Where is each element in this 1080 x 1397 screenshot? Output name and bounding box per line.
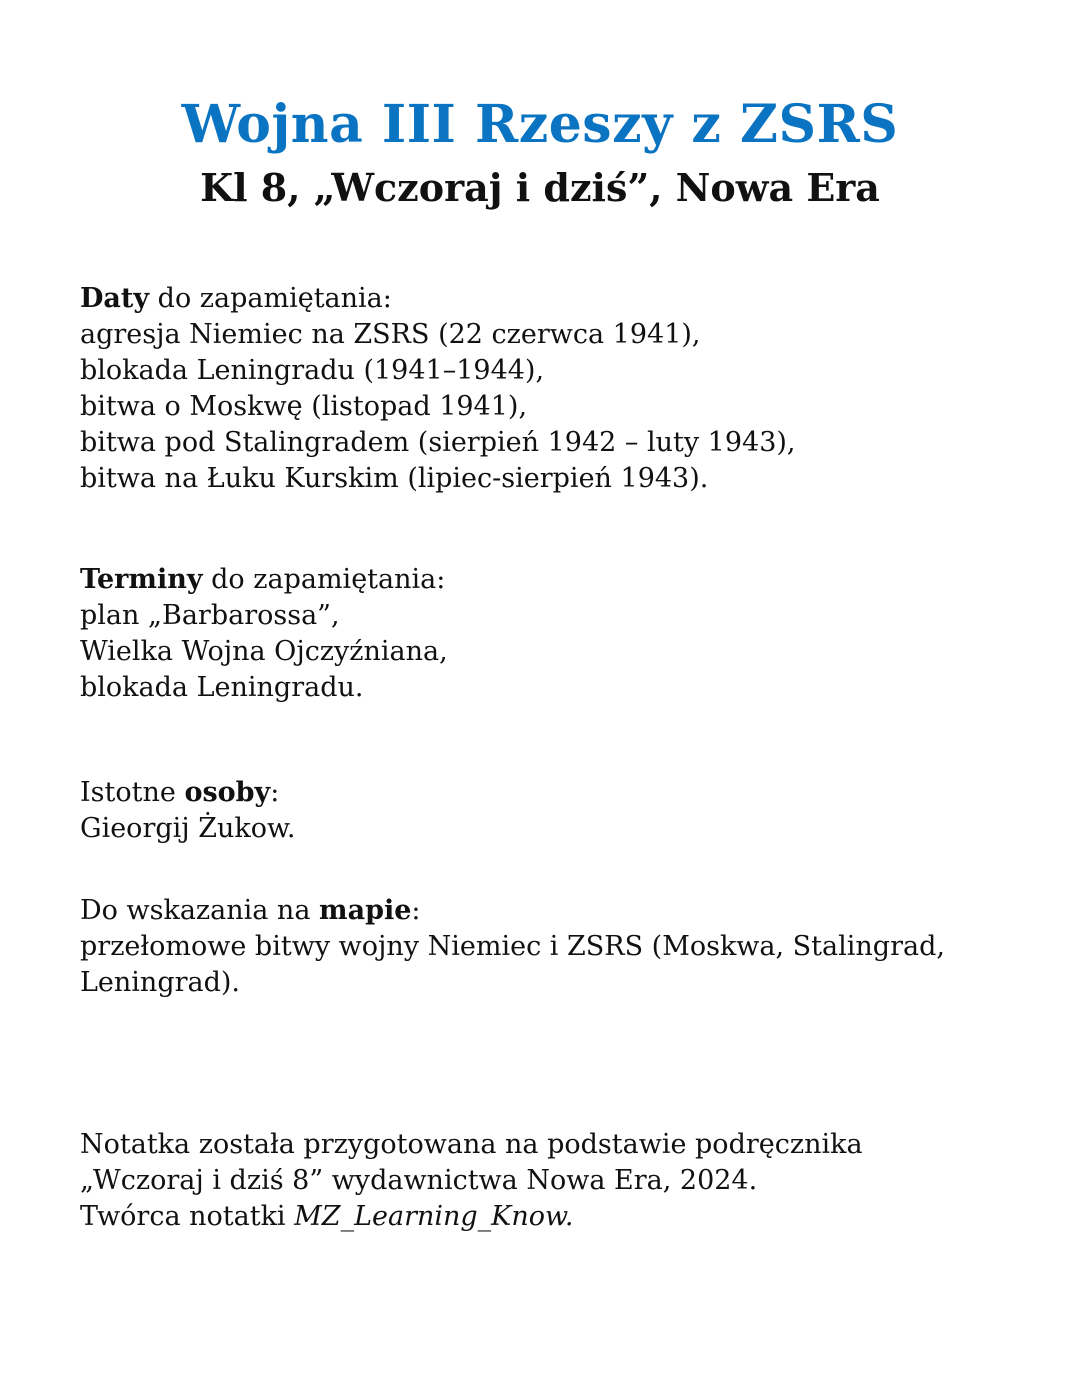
terms-heading-bold: Terminy (80, 564, 203, 595)
dates-heading-bold: Daty (80, 283, 150, 314)
people-heading-prefix: Istotne (80, 777, 185, 808)
date-item: blokada Leningradu (1941–1944), (80, 355, 545, 386)
people-heading (80, 775, 1020, 811)
terms-section (80, 562, 1020, 706)
terms-heading-rest: do zapamiętania: (202, 564, 446, 595)
date-item: bitwa o Moskwę (listopad 1941), (80, 391, 528, 422)
date-item: bitwa na Łuku Kurskim (lipiec-sierpień 1943). (80, 463, 709, 494)
footer-line-2: „Wczoraj i dziś 8” wydawnictwa Nowa Era, 2024. (80, 1165, 758, 1196)
dates-heading (80, 281, 1020, 317)
people-heading-suffix: : (270, 777, 280, 808)
map-section (80, 893, 1020, 1001)
map-text: przełomowe bitwy wojny Niemiec i ZSRS (Moskwa, Stalingrad, Leningrad). (80, 931, 945, 998)
footer-line-3 (80, 1199, 1020, 1235)
map-heading (80, 893, 1020, 929)
page-subtitle: Kl 8, „Wczoraj i dziś”, Nowa Era (200, 165, 880, 210)
footer-note (80, 1127, 1020, 1235)
footer-author-prefix: Twórca notatki (80, 1201, 295, 1232)
term-item: plan „Barbarossa”, (80, 600, 340, 631)
date-item: agresja Niemiec na ZSRS (22 czerwca 1941), (80, 319, 701, 350)
page-title: Wojna III Rzeszy z ZSRS (181, 94, 899, 155)
people-section (80, 775, 1020, 847)
footer-line-1: Notatka została przygotowana na podstawie podręcznika (80, 1129, 863, 1160)
map-heading-suffix: : (411, 895, 421, 926)
map-heading-prefix: Do wskazania na (80, 895, 320, 926)
dates-section (80, 281, 1020, 497)
term-item: blokada Leningradu. (80, 672, 364, 703)
date-item: bitwa pod Stalingradem (sierpień 1942 – luty 1943), (80, 427, 796, 458)
term-item: Wielka Wojna Ojczyźniana, (80, 636, 448, 667)
map-heading-bold: mapie (319, 895, 412, 926)
footer-author: MZ_Learning_Know. (294, 1201, 574, 1232)
people-heading-bold: osoby (184, 777, 271, 808)
dates-heading-rest: do zapamiętania: (149, 283, 392, 314)
person-item: Gieorgij Żukow. (80, 813, 296, 844)
terms-heading (80, 562, 1020, 598)
